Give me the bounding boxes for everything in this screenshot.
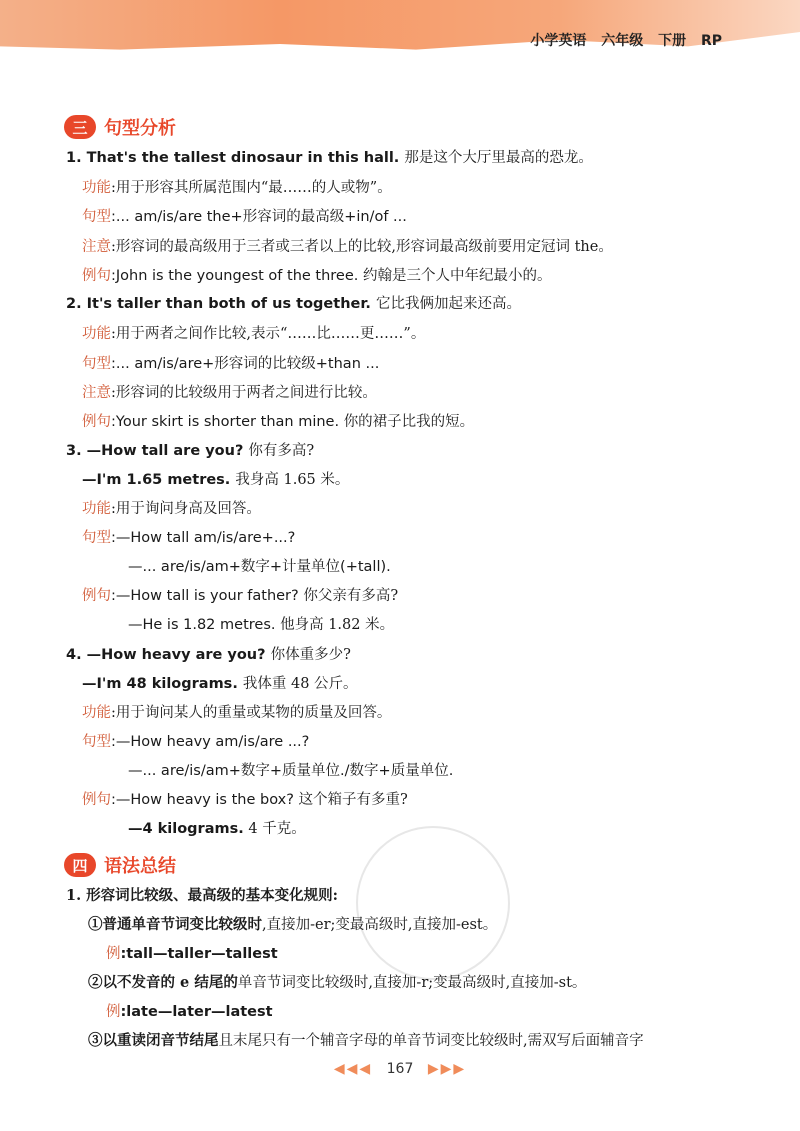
section-title: 句型分析	[104, 118, 176, 139]
item-4-pattern-line2: —... are/is/am+数字+质量单位./数字+质量单位.	[128, 763, 454, 779]
rule-3: ③以重读闭音节结尾且末尾只有一个辅音字母的单音节词变比较级时,需双写后面辅音字	[88, 1032, 644, 1049]
item-4-answer: —I'm 48 kilograms. 我体重 48 公斤。	[82, 676, 358, 692]
page-number: 167	[386, 1061, 414, 1077]
item-3-example-line2: —He is 1.82 metres. 他身高 1.82 米。	[128, 617, 395, 633]
item-3-question: 3. —How tall are you? 你有多高?	[66, 443, 315, 459]
item-1-question: 1. That's the tallest dinosaur in this hall. 那是这个大厅里最高的恐龙。	[66, 150, 593, 166]
item-3-example: 例句:—How tall is your father? 你父亲有多高?	[82, 588, 399, 604]
page-footer	[0, 1061, 800, 1077]
item-4-example: 例句:—How heavy is the box? 这个箱子有多重?	[82, 792, 408, 808]
section-badge: 四	[64, 853, 96, 877]
item-2-note: 注意:形容词的比较级用于两者之间进行比较。	[82, 385, 377, 401]
edition: RP	[700, 33, 722, 49]
rule-2-example: 例:late—later—latest	[106, 1004, 273, 1020]
right-arrows-icon: ▶▶▶	[427, 1061, 467, 1077]
item-2-pattern: 句型:... am/is/are+形容词的比较级+than ...	[82, 356, 380, 372]
item-3-function: 功能:用于询问身高及回答。	[82, 501, 261, 517]
term: 下册	[658, 33, 687, 49]
item-4-question: 4. —How heavy are you? 你体重多少?	[66, 647, 351, 663]
item-1-note: 注意:形容词的最高级用于三者或三者以上的比较,形容词最高级前要用定冠词 the。	[82, 239, 613, 255]
item-3-answer: —I'm 1.65 metres. 我身高 1.65 米。	[82, 472, 350, 488]
item-1-pattern: 句型:... am/is/are the+形容词的最高级+in/of ...	[82, 209, 407, 225]
rule-1: ①普通单音节词变比较级时,直接加-er;变最高级时,直接加-est。	[88, 916, 498, 933]
watermark-stamp	[356, 826, 510, 980]
item-1-function: 功能:用于形容其所属范围内“最……的人或物”。	[82, 180, 392, 196]
item-2-question: 2. It's taller than both of us together. 它比我俩加起来还高。	[66, 296, 522, 312]
section-sentence-analysis	[64, 114, 176, 140]
section-badge: 三	[64, 115, 96, 139]
section-grammar-summary	[64, 852, 176, 878]
rule-2: ②以不发音的 e 结尾的单音节词变比较级时,直接加-r;变最高级时,直接加-st。	[88, 974, 587, 991]
grade: 六年级	[601, 33, 644, 49]
item-2-example: 例句:Your skirt is shorter than mine. 你的裙子比我的短。	[82, 414, 475, 430]
book-info	[520, 30, 722, 50]
item-2-function: 功能:用于两者之间作比较,表示“……比……更……”。	[82, 326, 426, 342]
item-4-pattern: 句型:—How heavy am/is/are ...?	[82, 734, 310, 750]
grammar-rule-title: 1. 形容词比较级、最高级的基本变化规则:	[66, 887, 339, 904]
left-arrows-icon: ◀◀◀	[333, 1061, 373, 1077]
rule-1-example: 例:tall—taller—tallest	[106, 946, 278, 962]
item-3-pattern: 句型:—How tall am/is/are+...?	[82, 530, 296, 546]
section-title: 语法总结	[104, 856, 176, 877]
item-1-example: 例句:John is the youngest of the three. 约翰是三个人中年纪最小的。	[82, 268, 552, 284]
item-4-function: 功能:用于询问某人的重量或某物的质量及回答。	[82, 705, 392, 721]
item-3-pattern-line2: —... are/is/am+数字+计量单位(+tall).	[128, 559, 391, 575]
item-4-example-line2: —4 kilograms. 4 千克。	[128, 821, 306, 837]
subject: 小学英语	[530, 33, 587, 49]
